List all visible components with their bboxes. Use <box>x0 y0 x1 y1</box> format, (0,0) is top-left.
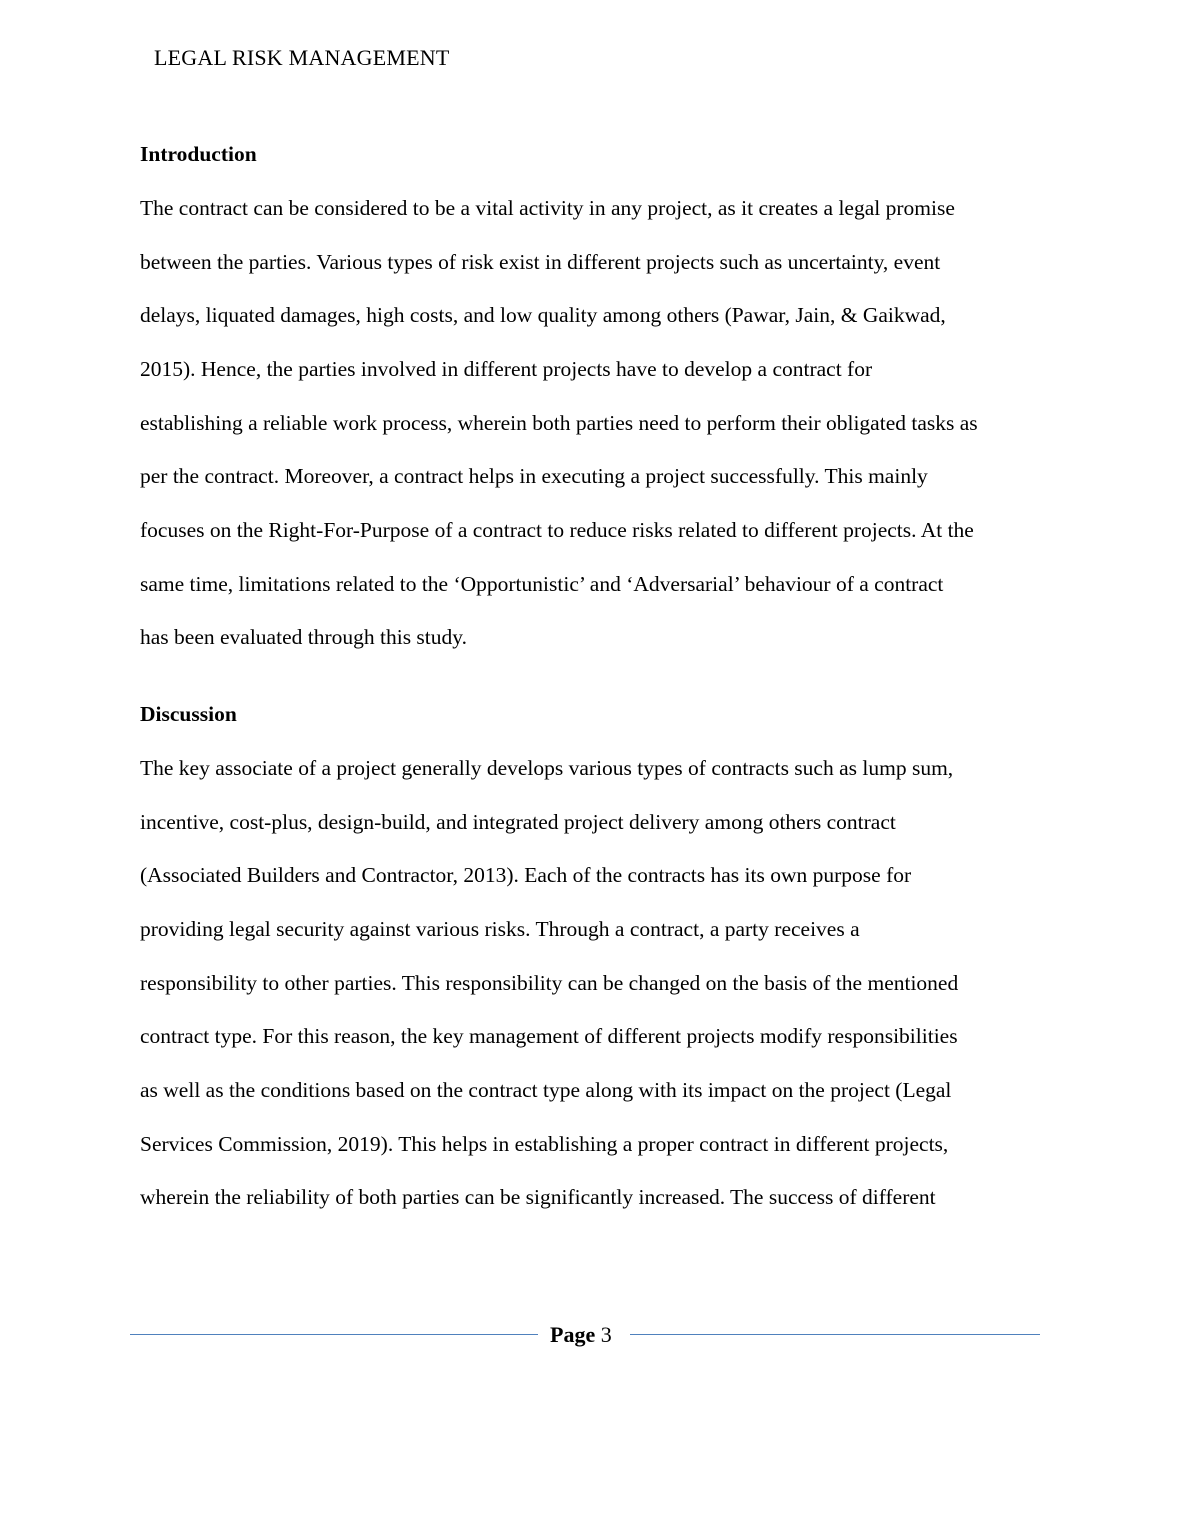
paragraph-line: providing legal security against various risks. Through a contract, a party receives a <box>140 917 860 941</box>
paragraph-line: between the parties. Various types of risk exist in different projects such as uncertainty, event <box>140 250 941 274</box>
section-heading-introduction: Introduction <box>140 142 257 166</box>
page-label: Page <box>550 1322 596 1347</box>
footer-rule-right <box>630 1334 1040 1335</box>
paragraph-line: (Associated Builders and Contractor, 2013). Each of the contracts has its own purpose for <box>140 863 912 887</box>
paragraph-line: per the contract. Moreover, a contract helps in executing a project successfully. This mainly <box>140 464 928 488</box>
paragraph-line: The contract can be considered to be a vital activity in any project, as it creates a legal promise <box>140 196 955 220</box>
paragraph-line: wherein the reliability of both parties can be significantly increased. The success of different <box>140 1185 936 1209</box>
paragraph-line: focuses on the Right-For-Purpose of a contract to reduce risks related to different projects. At the <box>140 518 974 542</box>
paragraph-line: same time, limitations related to the ‘Opportunistic’ and ‘Adversarial’ behaviour of a contract <box>140 572 944 596</box>
paragraph-line: as well as the conditions based on the contract type along with its impact on the project (Legal <box>140 1078 952 1102</box>
page-number-label <box>550 1320 612 1350</box>
paragraph-line: delays, liquated damages, high costs, and low quality among others (Pawar, Jain, & Gaikwad, <box>140 303 946 327</box>
paragraph-line: The key associate of a project generally develops various types of contracts such as lump sum, <box>140 756 954 780</box>
page-number: 3 <box>600 1322 612 1347</box>
page-footer <box>130 1320 1040 1350</box>
paragraph-line: contract type. For this reason, the key management of different projects modify responsibilities <box>140 1024 958 1048</box>
paragraph-line: establishing a reliable work process, wherein both parties need to perform their obligated tasks as <box>140 411 978 435</box>
section-heading-discussion: Discussion <box>140 702 237 726</box>
paragraph-line: responsibility to other parties. This responsibility can be changed on the basis of the mentioned <box>140 971 959 995</box>
running-head: LEGAL RISK MANAGEMENT <box>154 45 450 70</box>
footer-rule-left <box>130 1334 538 1335</box>
paragraph-line: incentive, cost-plus, design-build, and integrated project delivery among others contract <box>140 810 896 834</box>
paragraph-line: 2015). Hence, the parties involved in different projects have to develop a contract for <box>140 357 873 381</box>
paragraph-line: Services Commission, 2019). This helps in establishing a proper contract in different projects, <box>140 1132 949 1156</box>
paragraph-line: has been evaluated through this study. <box>140 625 468 649</box>
